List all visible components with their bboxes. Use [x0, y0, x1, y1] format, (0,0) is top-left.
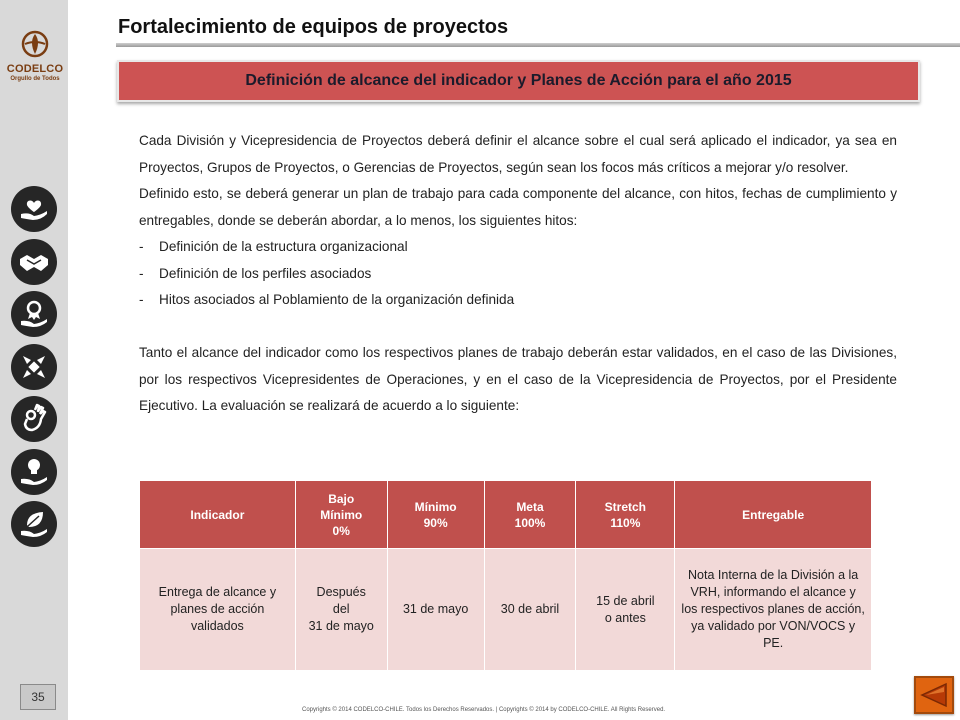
handshake-icon [11, 239, 57, 285]
cross-arrows-icon [11, 344, 57, 390]
left-rail [0, 0, 68, 720]
lightbulb-in-hand-icon [11, 449, 57, 495]
list-item-text: Definición de la estructura organizacional [159, 239, 408, 254]
table-cell: 30 de abril [484, 549, 576, 671]
table-cell: Después del 31 de mayo [295, 549, 387, 671]
column-header: Meta 100% [484, 481, 576, 549]
logo-tagline: Orgullo de Todos [10, 76, 60, 82]
copyright-notice: Copyrights © 2014 CODELCO-CHILE. Todos los Derechos Reservados. | Copyrights © 2014 by CODELCO-CHILE. All Rights Reserved. [302, 707, 666, 713]
table-cell: Entrega de alcance y planes de acción validados [140, 549, 296, 671]
medal-in-hand-icon [11, 291, 57, 337]
table-header-row [140, 481, 872, 549]
page-number: 35 [20, 684, 56, 710]
list-item: - Definición de los perfiles asociados [139, 265, 372, 281]
evaluation-table [139, 480, 872, 671]
section-banner [117, 60, 920, 102]
column-header: Indicador [140, 481, 296, 549]
paragraph-2: Definido esto, se deberá generar un plan de trabajo para cada componente del alcance, con hitos, fechas de cumplimiento y entregables, donde se deberán abordar, a lo menos, los siguientes hitos: [139, 186, 897, 228]
table-cell: Nota Interna de la División a la VRH, informando el alcance y los respectivos planes de acción, ya validado por VON/VOCS y PE. [675, 549, 872, 671]
paragraph-1: Cada División y Vicepresidencia de Proyectos deberá definir el alcance sobre el cual será aplicado el indicador, ya sea en Proyectos, Grupos de Proyectos, o Gerencias de Proyectos, según sean los focos más críticos a mejorar y/o resolver. [139, 133, 897, 175]
list-item-text: Definición de los perfiles asociados [159, 265, 372, 281]
heart-in-hand-icon [11, 186, 57, 232]
title-divider [116, 43, 960, 47]
codelco-logo [4, 30, 66, 90]
page-title: Fortalecimiento de equipos de proyectos [118, 16, 509, 38]
ok-gesture-hand-icon [11, 396, 57, 442]
table-cell: 15 de abril o antes [576, 549, 675, 671]
table-cell: 31 de mayo [387, 549, 484, 671]
leaf-in-hand-icon [11, 501, 57, 547]
list-item: - Hitos asociados al Poblamiento de la organización definida [139, 292, 515, 307]
list-item: - Definición de la estructura organizacional [139, 239, 408, 254]
previous-arrow-icon [920, 682, 948, 708]
codelco-emblem-icon [21, 30, 49, 58]
body-text [139, 128, 897, 420]
table-row [140, 549, 872, 671]
column-header: Entregable [675, 481, 872, 549]
list-item-text: Hitos asociados al Poblamiento de la organización definida [159, 292, 515, 307]
rail-icon-list [11, 186, 59, 554]
logo-name: CODELCO [6, 63, 64, 75]
banner-text: Definición de alcance del indicador y Planes de Acción para el año 2015 [245, 72, 792, 89]
previous-slide-button[interactable] [914, 676, 954, 714]
column-header: Mínimo 90% [387, 481, 484, 549]
column-header: Stretch 110% [576, 481, 675, 549]
paragraph-3: Tanto el alcance del indicador como los respectivos planes de trabajo deberán estar validados, en el caso de las Divisiones, por los respectivos Vicepresidentes de Operaciones, y en el caso de la Vicepresidencia de Proyectos, por el Presidente Ejecutivo. La evaluación se realizará de acuerdo a lo siguiente: [139, 345, 897, 413]
column-header: Bajo Mínimo 0% [295, 481, 387, 549]
